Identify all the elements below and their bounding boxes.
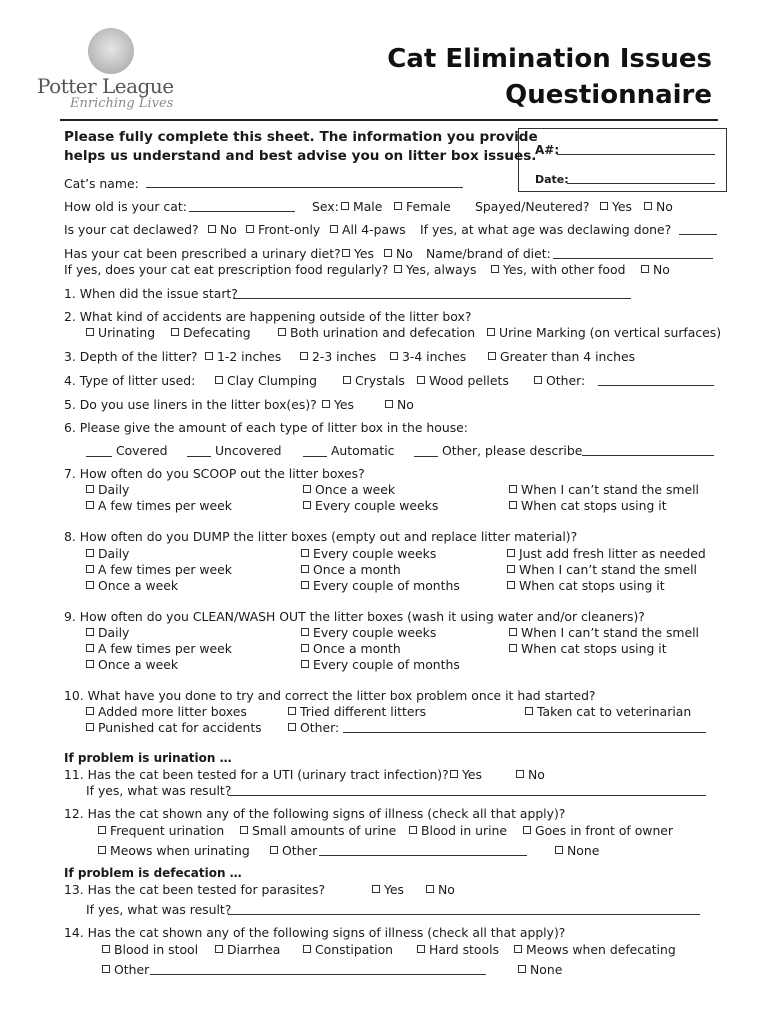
checkbox-icon[interactable] <box>525 707 533 715</box>
declaw-age-label: If yes, at what age was declawing done? <box>420 222 672 237</box>
q10-other-field[interactable] <box>343 732 706 733</box>
q12-option[interactable]: None <box>555 843 599 858</box>
q9-option[interactable]: When I can’t stand the smell <box>509 625 699 640</box>
checkbox-icon[interactable] <box>426 885 434 893</box>
q7-label: 7. How often do you SCOOP out the litter boxes? <box>64 466 365 481</box>
declawed-no-option[interactable]: No <box>208 222 237 237</box>
q7-option[interactable]: When I can’t stand the smell <box>509 482 699 497</box>
logo-name: Potter League <box>37 74 174 98</box>
q4-option[interactable]: Crystals <box>343 373 405 388</box>
q8-label: 8. How often do you DUMP the litter boxes (empty out and replace litter material)? <box>64 529 578 544</box>
logo-seal-icon <box>88 28 134 74</box>
a-number-label: A#: <box>535 143 560 157</box>
prescription-yes-always-option[interactable]: Yes, always <box>394 262 476 277</box>
q6-option[interactable]: Uncovered <box>187 443 282 458</box>
q11-no-option[interactable]: No <box>516 767 545 782</box>
q8-option[interactable]: A few times per week <box>86 562 232 577</box>
q2-option[interactable]: Both urination and defecation <box>278 325 475 340</box>
q6-label: 6. Please give the amount of each type of litter box in the house: <box>64 420 468 435</box>
checkbox-icon[interactable] <box>330 225 338 233</box>
checkbox-icon[interactable] <box>394 202 402 210</box>
checkbox-icon[interactable] <box>270 846 278 854</box>
checkbox-icon[interactable] <box>86 723 94 731</box>
q12-other-field[interactable] <box>319 855 527 856</box>
q11-label: 11. Has the cat been tested for a UTI (urinary tract infection)? <box>64 767 449 782</box>
q14-option[interactable]: Other <box>102 962 149 977</box>
q10-option[interactable]: Punished cat for accidents <box>86 720 262 735</box>
q13-yes-option[interactable]: Yes <box>372 882 404 897</box>
q3-option[interactable]: 2-3 inches <box>300 349 376 364</box>
checkbox-icon[interactable] <box>303 501 311 509</box>
checkbox-icon[interactable] <box>301 644 309 652</box>
checkbox-icon[interactable] <box>215 376 223 384</box>
checkbox-icon[interactable] <box>86 644 94 652</box>
q3-option[interactable]: 3-4 inches <box>390 349 466 364</box>
checkbox-icon[interactable] <box>343 376 351 384</box>
checkbox-icon[interactable] <box>301 628 309 636</box>
checkbox-icon[interactable] <box>341 202 349 210</box>
prescription-no-option[interactable]: No <box>641 262 670 277</box>
q4-option[interactable]: Other: <box>534 373 585 388</box>
q13-result-label: If yes, what was result? <box>86 902 232 917</box>
urinary-diet-label: Has your cat been prescribed a urinary diet? <box>64 246 341 261</box>
diet-brand-label: Name/brand of diet: <box>426 246 551 261</box>
prescription-yes-other-option[interactable]: Yes, with other food <box>491 262 625 277</box>
q10-option[interactable]: Added more litter boxes <box>86 704 247 719</box>
q7-option[interactable]: A few times per week <box>86 498 232 513</box>
age-label: How old is your cat: <box>64 199 187 214</box>
checkbox-icon[interactable] <box>86 628 94 636</box>
checkbox-icon[interactable] <box>98 826 106 834</box>
checkbox-icon[interactable] <box>534 376 542 384</box>
age-field[interactable] <box>189 211 295 212</box>
q14-option[interactable]: Constipation <box>303 942 393 957</box>
checkbox-icon[interactable] <box>641 265 649 273</box>
checkbox-icon[interactable] <box>86 328 94 336</box>
q8-option[interactable]: Once a month <box>301 562 401 577</box>
q11-yes-option[interactable]: Yes <box>450 767 482 782</box>
q2-option[interactable]: Urine Marking (on vertical surfaces) <box>487 325 721 340</box>
q3-option[interactable]: 1-2 inches <box>205 349 281 364</box>
q7-option[interactable]: Every couple weeks <box>303 498 438 513</box>
page-title-line2: Questionnaire <box>505 80 712 110</box>
q14-option[interactable]: Hard stools <box>417 942 499 957</box>
checkbox-icon[interactable] <box>390 352 398 360</box>
checkbox-icon[interactable] <box>98 846 106 854</box>
page-title-line1: Cat Elimination Issues <box>387 44 712 74</box>
q9-option[interactable]: When cat stops using it <box>509 641 667 656</box>
checkbox-icon[interactable] <box>301 549 309 557</box>
q12-option[interactable]: Blood in urine <box>409 823 507 838</box>
date-label: Date: <box>535 173 569 186</box>
q6-option[interactable]: Other, please describe <box>414 443 582 458</box>
checkbox-icon[interactable] <box>301 581 309 589</box>
checkbox-icon[interactable] <box>205 352 213 360</box>
q8-option[interactable]: Every couple weeks <box>301 546 436 561</box>
checkbox-icon[interactable] <box>516 770 524 778</box>
q1-label: 1. When did the issue start? <box>64 286 238 301</box>
q4-label: 4. Type of litter used: <box>64 373 196 388</box>
q2-label: 2. What kind of accidents are happening outside of the litter box? <box>64 309 472 324</box>
q2-option[interactable]: Urinating <box>86 325 155 340</box>
q13-label: 13. Has the cat been tested for parasites? <box>64 882 326 897</box>
q9-option[interactable]: A few times per week <box>86 641 232 656</box>
checkbox-icon[interactable] <box>644 202 652 210</box>
spayed-label: Spayed/Neutered? <box>475 199 590 214</box>
checkbox-icon[interactable] <box>509 628 517 636</box>
q12-option[interactable]: Goes in front of owner <box>523 823 673 838</box>
checkbox-icon[interactable] <box>322 400 330 408</box>
checkbox-icon[interactable] <box>385 400 393 408</box>
logo-tagline: Enriching Lives <box>70 96 174 111</box>
q14-label: 14. Has the cat shown any of the following signs of illness (check all that apply)? <box>64 925 566 940</box>
checkbox-icon[interactable] <box>86 707 94 715</box>
q13-result-field[interactable] <box>228 914 700 915</box>
intro-line1: Please fully complete this sheet. The information you provide <box>64 129 538 145</box>
defecation-heading: If problem is defecation … <box>64 866 242 880</box>
checkbox-icon[interactable] <box>288 723 296 731</box>
sex-label: Sex: <box>312 199 339 214</box>
q14-option[interactable]: Meows when defecating <box>514 942 676 957</box>
checkbox-icon[interactable] <box>215 945 223 953</box>
checkbox-icon[interactable] <box>394 265 402 273</box>
q10-option[interactable]: Tried different litters <box>288 704 426 719</box>
q9-option[interactable]: Daily <box>86 625 129 640</box>
q11-result-label: If yes, what was result? <box>86 783 232 798</box>
q9-label: 9. How often do you CLEAN/WASH OUT the litter boxes (wash it using water and/or cleaners)? <box>64 609 645 624</box>
q7-option[interactable]: Daily <box>86 482 129 497</box>
q13-no-option[interactable]: No <box>426 882 455 897</box>
checkbox-icon[interactable] <box>208 225 216 233</box>
declawed-all-option[interactable]: All 4-paws <box>330 222 406 237</box>
q6-option[interactable]: Covered <box>86 443 167 458</box>
diet-brand-field[interactable] <box>553 258 713 259</box>
checkbox-icon[interactable] <box>509 485 517 493</box>
q9-option[interactable]: Every couple of months <box>301 657 460 672</box>
checkbox-icon[interactable] <box>240 826 248 834</box>
q6-option[interactable]: Automatic <box>303 443 395 458</box>
q8-option[interactable]: Every couple of months <box>301 578 460 593</box>
checkbox-icon[interactable] <box>300 352 308 360</box>
checkbox-icon[interactable] <box>86 565 94 573</box>
checkbox-icon[interactable] <box>102 965 110 973</box>
intro-line2: helps us understand and best advise you on litter box issues. <box>64 148 537 164</box>
checkbox-icon[interactable] <box>417 376 425 384</box>
q10-option[interactable]: Taken cat to veterinarian <box>525 704 691 719</box>
q3-option[interactable]: Greater than 4 inches <box>488 349 635 364</box>
checkbox-icon[interactable] <box>246 225 254 233</box>
urinary-diet-no-option[interactable]: No <box>384 246 413 261</box>
checkbox-icon[interactable] <box>509 501 517 509</box>
checkbox-icon[interactable] <box>278 328 286 336</box>
checkbox-icon[interactable] <box>417 945 425 953</box>
checkbox-icon[interactable] <box>301 565 309 573</box>
spayed-no-option[interactable]: No <box>644 199 673 214</box>
spayed-yes-option[interactable]: Yes <box>600 199 632 214</box>
checkbox-icon[interactable] <box>86 549 94 557</box>
q5-option[interactable]: No <box>385 397 414 412</box>
checkbox-icon[interactable] <box>507 565 515 573</box>
checkbox-icon[interactable] <box>301 660 309 668</box>
id-box <box>518 128 727 192</box>
checkbox-icon[interactable] <box>491 265 499 273</box>
q12-option[interactable]: Frequent urination <box>98 823 224 838</box>
q5-label: 5. Do you use liners in the litter box(es)? <box>64 397 317 412</box>
q14-option[interactable]: Diarrhea <box>215 942 280 957</box>
q5-option[interactable]: Yes <box>322 397 354 412</box>
q3-label: 3. Depth of the litter? <box>64 349 198 364</box>
checkbox-icon[interactable] <box>342 249 350 257</box>
checkbox-icon[interactable] <box>86 501 94 509</box>
q4-option[interactable]: Wood pellets <box>417 373 509 388</box>
q9-option[interactable]: Once a week <box>86 657 178 672</box>
q4-option[interactable]: Clay Clumping <box>215 373 317 388</box>
q9-option[interactable]: Once a month <box>301 641 401 656</box>
sex-female-option[interactable]: Female <box>394 199 451 214</box>
checkbox-icon[interactable] <box>487 328 495 336</box>
q4-other-field[interactable] <box>598 385 714 386</box>
q2-option[interactable]: Defecating <box>171 325 251 340</box>
q10-option[interactable]: Other: <box>288 720 339 735</box>
checkbox-icon[interactable] <box>303 485 311 493</box>
header-rule <box>60 119 718 121</box>
cats-name-field[interactable] <box>146 187 463 188</box>
checkbox-icon[interactable] <box>409 826 417 834</box>
q8-option[interactable]: Daily <box>86 546 129 561</box>
checkbox-icon[interactable] <box>303 945 311 953</box>
checkbox-icon[interactable] <box>514 945 522 953</box>
urination-heading: If problem is urination … <box>64 751 232 765</box>
cats-name-label: Cat’s name: <box>64 176 139 191</box>
checkbox-icon[interactable] <box>86 485 94 493</box>
q7-option[interactable]: When cat stops using it <box>509 498 667 513</box>
q8-option[interactable]: Once a week <box>86 578 178 593</box>
q12-option[interactable]: Meows when urinating <box>98 843 250 858</box>
sex-male-option[interactable]: Male <box>341 199 382 214</box>
q12-option[interactable]: Other <box>270 843 317 858</box>
checkbox-icon[interactable] <box>600 202 608 210</box>
q14-other-field[interactable] <box>150 974 486 975</box>
checkbox-icon[interactable] <box>509 644 517 652</box>
checkbox-icon[interactable] <box>450 770 458 778</box>
q10-label: 10. What have you done to try and correct the litter box problem once it had started? <box>64 688 596 703</box>
q14-option[interactable]: None <box>518 962 562 977</box>
q12-option[interactable]: Small amounts of urine <box>240 823 396 838</box>
checkbox-icon[interactable] <box>518 965 526 973</box>
date-field[interactable] <box>567 183 715 184</box>
prescription-label: If yes, does your cat eat prescription food regularly? <box>64 262 389 277</box>
q12-label: 12. Has the cat shown any of the following signs of illness (check all that apply)? <box>64 806 566 821</box>
checkbox-icon[interactable] <box>86 581 94 589</box>
q8-option[interactable]: Just add fresh litter as needed <box>507 546 706 561</box>
checkbox-icon[interactable] <box>372 885 380 893</box>
checkbox-icon[interactable] <box>488 352 496 360</box>
q1-field[interactable] <box>233 298 631 299</box>
q7-option[interactable]: Once a week <box>303 482 395 497</box>
checkbox-icon[interactable] <box>384 249 392 257</box>
checkbox-icon[interactable] <box>102 945 110 953</box>
urinary-diet-yes-option[interactable]: Yes <box>342 246 374 261</box>
declawed-label: Is your cat declawed? <box>64 222 199 237</box>
checkbox-icon[interactable] <box>507 581 515 589</box>
checkbox-icon[interactable] <box>171 328 179 336</box>
q11-result-field[interactable] <box>228 795 706 796</box>
checkbox-icon[interactable] <box>86 660 94 668</box>
checkbox-icon[interactable] <box>507 549 515 557</box>
checkbox-icon[interactable] <box>523 826 531 834</box>
a-number-field[interactable] <box>557 154 715 155</box>
q6-other-field[interactable] <box>582 455 714 456</box>
declaw-age-field[interactable] <box>679 234 717 235</box>
checkbox-icon[interactable] <box>555 846 563 854</box>
q14-option[interactable]: Blood in stool <box>102 942 198 957</box>
checkbox-icon[interactable] <box>288 707 296 715</box>
q9-option[interactable]: Every couple weeks <box>301 625 436 640</box>
q8-option[interactable]: When I can’t stand the smell <box>507 562 697 577</box>
q8-option[interactable]: When cat stops using it <box>507 578 665 593</box>
declawed-front-option[interactable]: Front-only <box>246 222 320 237</box>
